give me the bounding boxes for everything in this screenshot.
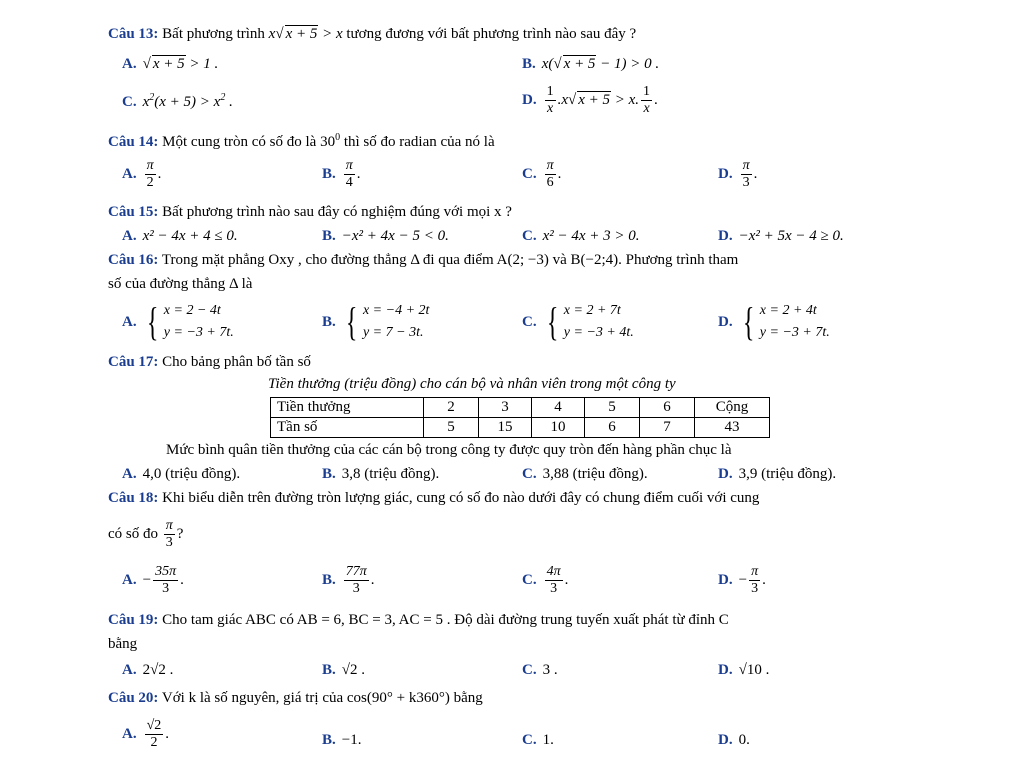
q14-option-d[interactable]: D. $\frac{\pi}{3}$ . — [718, 158, 758, 190]
q15-option-b[interactable]: B. −x² + 4x − 5 < 0. — [322, 228, 449, 244]
q17-stem-line2: Mức bình quân tiền thưởng của các cán bộ trong công ty được quy tròn đến hàng phần chục là — [166, 442, 732, 458]
q14-option-b[interactable]: B. $\frac{\pi}{4}$ . — [322, 158, 361, 190]
q16-option-c[interactable]: C. { x = 2 + 7t y = −3 + 4t. — [522, 299, 634, 344]
q20-option-c[interactable]: C. 1. — [522, 732, 554, 748]
q20-option-d[interactable]: D. 0. — [718, 732, 750, 748]
q18-stem: Câu 18: Khi biểu diễn trên đường tròn lượng giác, cung có số đo nào dưới đây có chung điểm cuối với cung — [108, 490, 760, 506]
q16-stem-line2: số của đường thẳng Δ là — [108, 276, 253, 292]
q17-stem: Câu 17: Cho bảng phân bố tần số — [108, 354, 311, 370]
q18-stem-line2: có số đo $\frac{\pi}{3}$ ? — [108, 518, 184, 550]
q20-option-b[interactable]: B. −1. — [322, 732, 362, 748]
q19-option-c[interactable]: C. 3 . — [522, 662, 558, 678]
table-row: Tần số 5 15 10 6 7 43 — [271, 418, 770, 438]
q16-stem: Câu 16: Trong mặt phẳng Oxy , cho đường thẳng Δ đi qua điểm A(2; −3) và B(−2;4). Phương trình tham — [108, 252, 739, 268]
q19-stem-line2: bằng — [108, 636, 138, 652]
q19-stem: Câu 19: Cho tam giác ABC có AB = 6, BC = 3, AC = 5 . Độ dài đường trung tuyến xuất phát từ đỉnh C — [108, 612, 729, 628]
q14-stem: Câu 14: Một cung tròn có số đo là $30^0$ thì số đo radian của nó là — [108, 132, 495, 150]
q20-option-a[interactable]: A. $\frac{√2}{2}$ . — [122, 718, 170, 750]
q15-option-d[interactable]: D. −x² + 5x − 4 ≥ 0. — [718, 228, 844, 244]
q13-option-a[interactable]: A. √ x + 5 > 1 . — [122, 56, 219, 72]
q17-table-caption: Tiền thưởng (triệu đồng) cho cán bộ và nhân viên trong một công ty — [268, 376, 676, 392]
q17-option-b[interactable]: B. 3,8 (triệu đồng). — [322, 466, 440, 482]
q15-option-c[interactable]: C. x² − 4x + 3 > 0. — [522, 228, 640, 244]
q13-option-b[interactable]: B. x(√ x + 5 − 1) > 0 . — [522, 56, 660, 72]
q16-option-a[interactable]: A. { x = 2 − 4t y = −3 + 7t. — [122, 299, 234, 344]
q17-option-c[interactable]: C. 3,88 (triệu đồng). — [522, 466, 648, 482]
q17-option-d[interactable]: D. 3,9 (triệu đồng). — [718, 466, 837, 482]
table-row: Tiền thưởng 2 3 4 5 6 Cộng — [271, 398, 770, 418]
q17-option-a[interactable]: A. 4,0 (triệu đồng). — [122, 466, 241, 482]
q19-option-d[interactable]: D. √10 . — [718, 662, 770, 678]
q19-option-b[interactable]: B. √2 . — [322, 662, 365, 678]
q14-option-c[interactable]: C. $\frac{\pi}{6}$ . — [522, 158, 562, 190]
q18-option-c[interactable]: C. $\frac{4\pi}{3}$ . — [522, 564, 569, 596]
q13-expr: x√ x + 5 > x — [268, 26, 343, 42]
q18-option-d[interactable]: D. − $\frac{\pi}{3}$ . — [718, 564, 766, 596]
q14-option-a[interactable]: A. $\frac{\pi}{2}$ . — [122, 158, 162, 190]
q18-option-a[interactable]: A. − $\frac{35\pi}{3}$ . — [122, 564, 184, 596]
q15-option-a[interactable]: A. x² − 4x + 4 ≤ 0. — [122, 228, 238, 244]
q16-option-b[interactable]: B. { x = −4 + 2t y = 7 − 3t. — [322, 299, 430, 344]
q13-stem: Câu 13: Bất phương trình x√ x + 5 > x tương đương với bất phương trình nào sau đây ? — [108, 26, 637, 42]
q13-option-c[interactable]: C. $x^2(x + 5) > x^2$ . — [122, 92, 233, 110]
q17-frequency-table — [270, 397, 770, 438]
q16-option-d[interactable]: D. { x = 2 + 4t y = −3 + 7t. — [718, 299, 830, 344]
q20-stem: Câu 20: Với k là số nguyên, giá trị của cos(90° + k360°) bằng — [108, 690, 483, 706]
q15-stem: Câu 15: Bất phương trình nào sau đây có nghiệm đúng với mọi x ? — [108, 204, 512, 220]
q13-option-d[interactable]: D. $\frac{1}{x}$ .x√ x + 5 > x. $\frac{1}{x}$ . — [522, 84, 658, 116]
q18-option-b[interactable]: B. $\frac{77\pi}{3}$ . — [322, 564, 375, 596]
q19-option-a[interactable]: A. 2√2 . — [122, 662, 174, 678]
